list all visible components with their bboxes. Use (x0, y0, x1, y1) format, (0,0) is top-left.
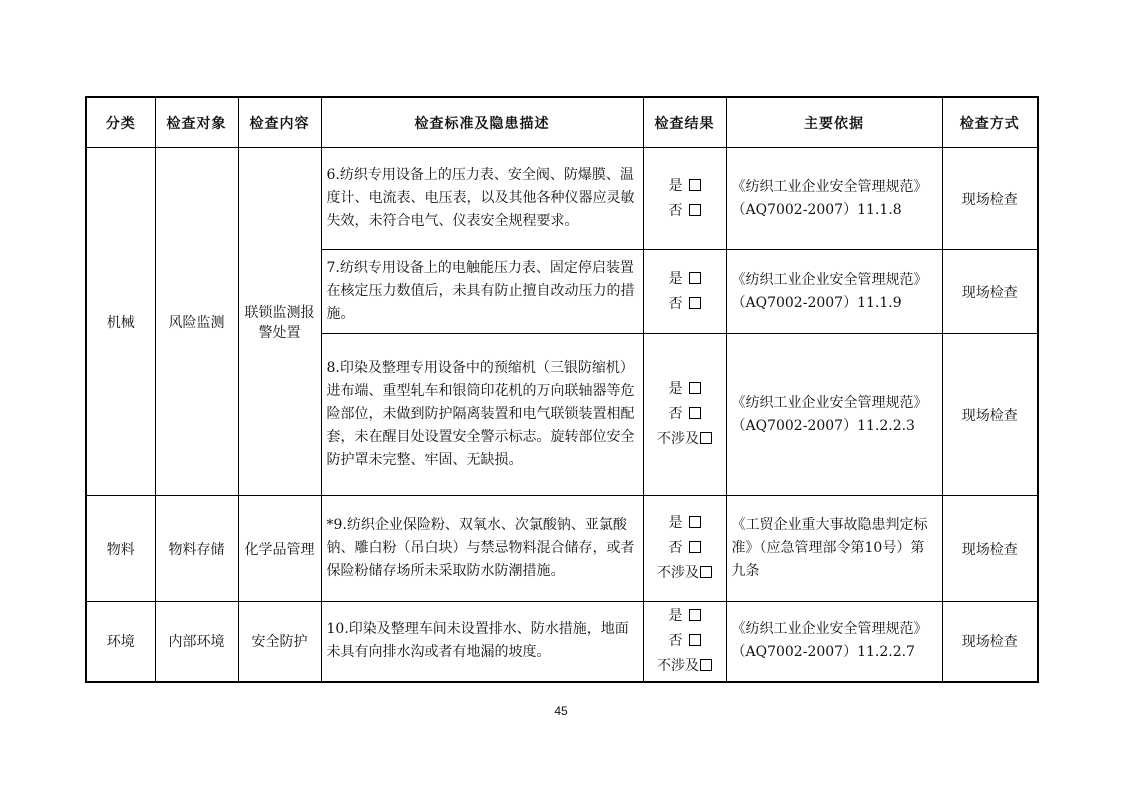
table-header-row (86, 97, 1038, 148)
method-cell: 现场检查 (942, 334, 1038, 496)
checkbox-icon[interactable] (689, 609, 701, 621)
table-row (86, 496, 1038, 602)
result-option-no[interactable] (649, 402, 721, 427)
header-object: 检查对象 (155, 97, 238, 148)
basis-cell: 《纺织工业企业安全管理规范》（AQ7002-2007）11.2.2.7 (726, 602, 942, 682)
checkbox-icon[interactable] (689, 297, 701, 309)
object-cell: 风险监测 (155, 148, 238, 496)
result-option-yes[interactable] (649, 267, 721, 292)
checkbox-icon[interactable] (689, 179, 701, 191)
description-cell: 6.纺织专用设备上的压力表、安全阀、防爆膜、温度计、电流表、电压表，以及其他各种仪器应灵敏失效，未符合电气、仪表安全规程要求。 (321, 148, 643, 250)
option-label: 不涉及 (657, 565, 699, 581)
category-cell: 环境 (86, 602, 155, 682)
checkbox-icon[interactable] (689, 541, 701, 553)
checkbox-icon[interactable] (689, 382, 701, 394)
basis-cell: 《纺织工业企业安全管理规范》（AQ7002-2007）11.1.8 (726, 148, 942, 250)
result-option-no[interactable] (649, 536, 721, 561)
description-cell: *9.纺织企业保险粉、双氧水、次氯酸钠、亚氯酸钠、雕白粉（吊白块）与禁忌物料混合储存，或者保险粉储存场所未采取防水防潮措施。 (321, 496, 643, 602)
header-method: 检查方式 (942, 97, 1038, 148)
result-cell (643, 148, 726, 250)
checkbox-icon[interactable] (689, 204, 701, 216)
result-option-yes[interactable] (649, 604, 721, 629)
basis-cell: 《纺织工业企业安全管理规范》（AQ7002-2007）11.1.9 (726, 250, 942, 334)
result-option-yes[interactable] (649, 511, 721, 536)
checkbox-icon[interactable] (689, 407, 701, 419)
header-content: 检查内容 (238, 97, 321, 148)
checkbox-icon[interactable] (689, 272, 701, 284)
result-cell (643, 496, 726, 602)
object-cell: 内部环境 (155, 602, 238, 682)
method-cell: 现场检查 (942, 496, 1038, 602)
result-option-na[interactable] (649, 427, 721, 452)
option-label: 不涉及 (657, 657, 699, 674)
checkbox-icon[interactable] (700, 432, 712, 444)
option-label: 否 (668, 295, 683, 312)
header-category: 分类 (86, 97, 155, 148)
category-cell: 机械 (86, 148, 155, 496)
option-label: 否 (668, 632, 683, 649)
table-row (86, 602, 1038, 682)
header-standard: 检查标准及隐患描述 (321, 97, 643, 148)
header-result: 检查结果 (643, 97, 726, 148)
result-cell (643, 334, 726, 496)
object-cell: 物料存储 (155, 496, 238, 602)
method-cell: 现场检查 (942, 250, 1038, 334)
checkbox-icon[interactable] (700, 566, 712, 578)
option-label: 是 (668, 270, 683, 287)
header-basis: 主要依据 (726, 97, 942, 148)
result-option-na[interactable] (649, 654, 721, 679)
description-cell: 8.印染及整理专用设备中的预缩机（三银防缩机）进布端、重型轧车和银筒印花机的万向联轴器等危险部位，未做到防护隔离装置和电气联锁装置相配套，未在醒目处设置安全警示标志。旋转部位安全防护罩未完整、牢固、无缺损。 (321, 334, 643, 496)
description-cell: 10.印染及整理车间未设置排水、防水措施，地面未具有向排水沟或者有地漏的坡度。 (321, 602, 643, 682)
table-row (86, 148, 1038, 250)
checkbox-icon[interactable] (689, 516, 701, 528)
option-label: 不涉及 (657, 431, 699, 447)
basis-cell: 《纺织工业企业安全管理规范》（AQ7002-2007）11.2.2.3 (726, 334, 942, 496)
result-option-yes[interactable] (649, 174, 721, 199)
option-label: 是 (668, 515, 683, 531)
option-label: 是 (668, 177, 683, 194)
page-number: 45 (554, 704, 568, 718)
category-cell: 物料 (86, 496, 155, 602)
content-cell: 安全防护 (238, 602, 321, 682)
option-label: 否 (668, 540, 683, 556)
option-label: 是 (668, 607, 683, 624)
result-option-no[interactable] (649, 199, 721, 224)
result-option-yes[interactable] (649, 377, 721, 402)
result-cell (643, 602, 726, 682)
result-option-no[interactable] (649, 629, 721, 654)
method-cell: 现场检查 (942, 148, 1038, 250)
option-label: 否 (668, 202, 683, 219)
checkbox-icon[interactable] (700, 659, 712, 671)
result-cell (643, 250, 726, 334)
result-option-na[interactable] (649, 561, 721, 586)
option-label: 否 (668, 406, 683, 422)
method-cell: 现场检查 (942, 602, 1038, 682)
content-cell: 化学品管理 (238, 496, 321, 602)
inspection-table (85, 96, 1039, 683)
basis-cell: 《工贸企业重大事故隐患判定标准》（应急管理部令第10号）第九条 (726, 496, 942, 602)
option-label: 是 (668, 381, 683, 397)
description-cell: 7.纺织专用设备上的电触能压力表、固定停启装置在核定压力数值后，未具有防止擅自改动压力的措施。 (321, 250, 643, 334)
content-cell: 联锁监测报警处置 (238, 148, 321, 496)
result-option-no[interactable] (649, 292, 721, 317)
checkbox-icon[interactable] (689, 634, 701, 646)
